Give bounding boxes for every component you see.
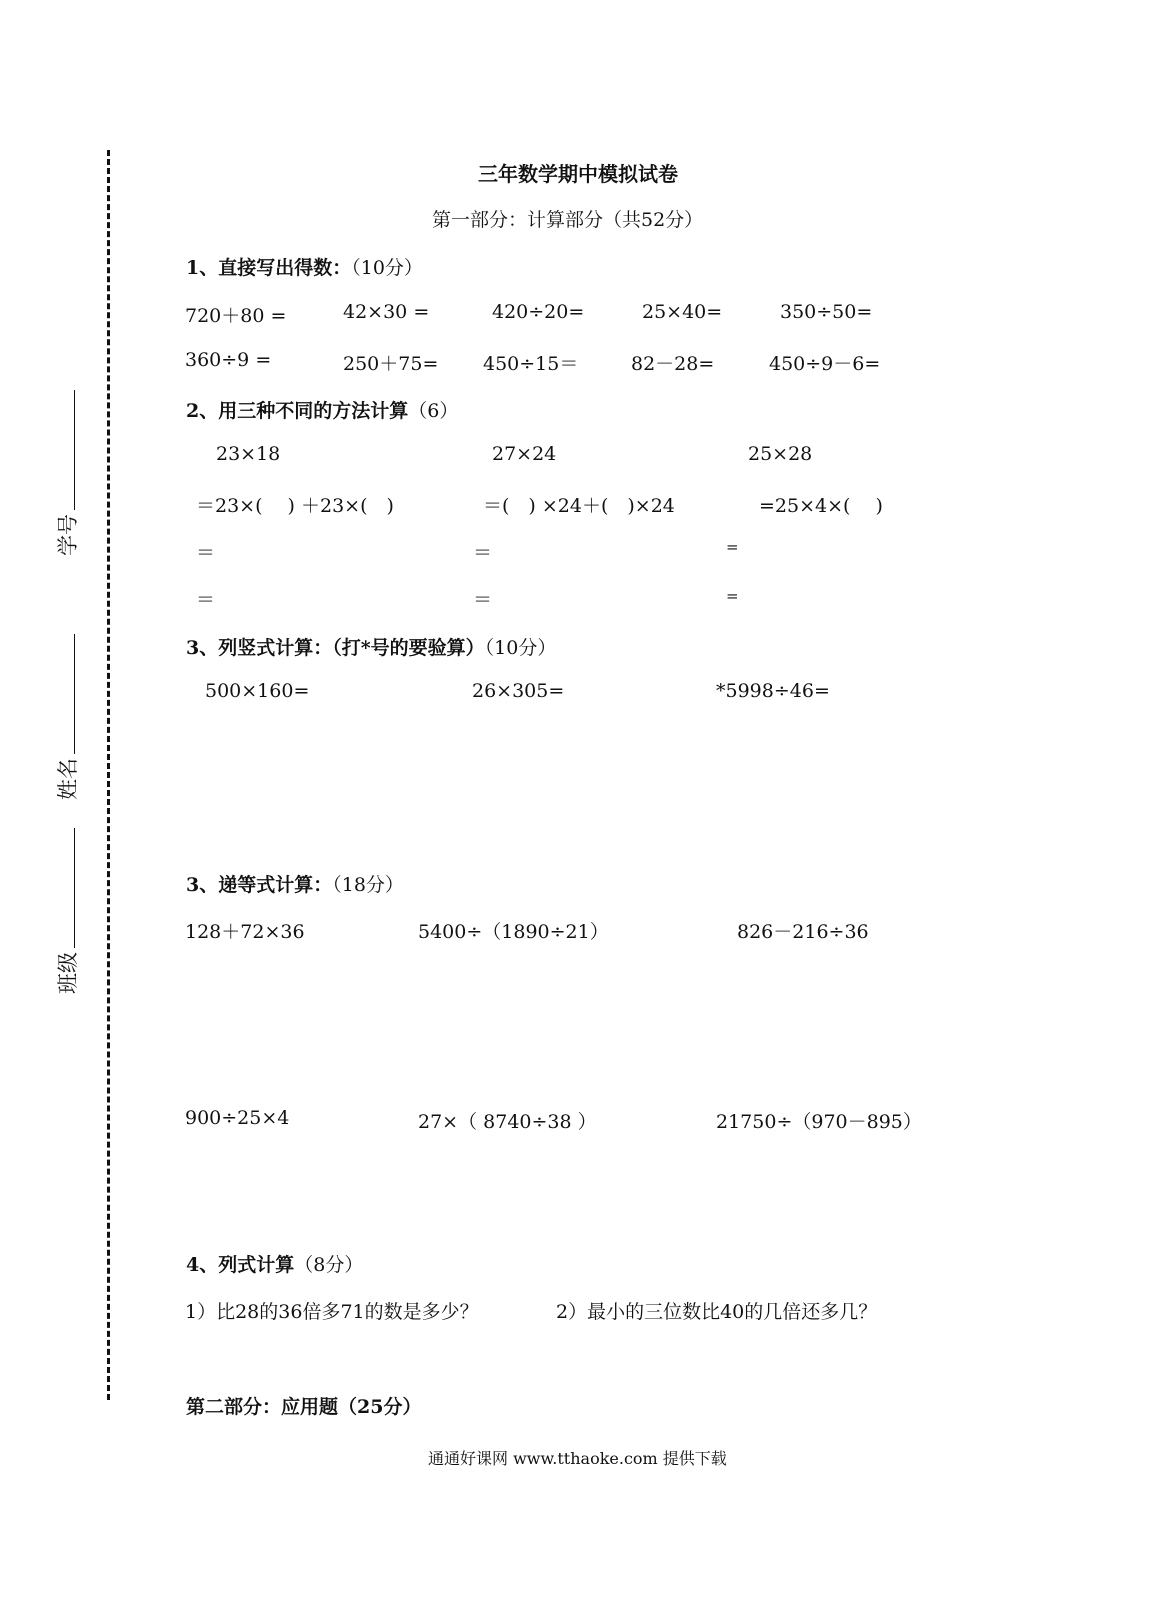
- q1-item: 42×30 =: [343, 301, 430, 323]
- q1-item: 250＋75=: [343, 353, 439, 375]
- q2-line: 23×18: [216, 443, 281, 465]
- q1-score: （10分）: [351, 257, 423, 279]
- q1-item: 450÷9－6=: [769, 353, 881, 375]
- q1-title: 1、直接写出得数：: [186, 257, 352, 279]
- student-no-blank[interactable]: [74, 390, 75, 510]
- q4-heading: [186, 1250, 363, 1277]
- student-no-field: [52, 390, 82, 556]
- q1-heading: [186, 253, 423, 280]
- q2-line: ＝: [196, 542, 216, 564]
- class-label: 班级: [56, 952, 80, 994]
- q2-line: 25×28: [748, 443, 813, 465]
- q2-line: =: [726, 538, 739, 556]
- q2-line: =: [726, 587, 739, 605]
- q2-line: =25×4×( ): [759, 495, 883, 517]
- q3b-item: 21750÷（970－895）: [716, 1111, 922, 1133]
- class-blank[interactable]: [74, 828, 75, 948]
- page-title: 三年数学期中模拟试卷: [478, 162, 678, 186]
- q1-item: 420÷20=: [492, 301, 585, 323]
- q2-score: （6）: [408, 400, 459, 422]
- q2-heading: [186, 396, 458, 423]
- q3b-item: 27×（ 8740÷38 ）: [418, 1111, 597, 1133]
- q2-title: 2、用三种不同的方法计算: [186, 400, 409, 422]
- q2-line: ＝: [473, 542, 493, 564]
- q2-line: ＝23×( ) ＋23×( ): [196, 495, 394, 517]
- q1-item: 720＋80 =: [185, 305, 287, 327]
- q3b-item: 128＋72×36: [185, 921, 305, 943]
- q2-line: ＝: [196, 589, 216, 611]
- q4-score: （8分）: [294, 1254, 364, 1276]
- q3a-heading: [186, 633, 556, 660]
- q3a-item: 500×160=: [205, 680, 310, 702]
- q1-item: 82－28=: [631, 353, 715, 375]
- q2-line: ＝: [473, 589, 493, 611]
- q4-title: 4、列式计算: [186, 1254, 295, 1276]
- q3b-score: （18分）: [332, 874, 404, 896]
- q3b-title: 3、递等式计算：: [186, 874, 333, 896]
- q3a-item: *5998÷46=: [716, 680, 830, 702]
- q2-line: ＝( ) ×24＋( )×24: [483, 495, 675, 517]
- page-footer: 通通好课网 www.tthaoke.com 提供下载: [428, 1449, 727, 1468]
- q3b-item: 5400÷（1890÷21）: [418, 921, 609, 943]
- q3b-heading: [186, 870, 404, 897]
- q3a-title: 3、列竖式计算：（打*号的要验算）: [186, 637, 485, 659]
- q3b-item: 826－216÷36: [737, 921, 869, 943]
- name-label: 姓名: [56, 758, 80, 800]
- name-blank[interactable]: [74, 634, 75, 754]
- binding-dashed-line: [107, 150, 110, 1400]
- q2-line: 27×24: [492, 443, 557, 465]
- q1-item: 450÷15＝: [483, 353, 579, 375]
- q4-item: 1）比28的36倍多71的数是多少？: [185, 1301, 479, 1323]
- part1-heading: 第一部分：计算部分（共52分）: [432, 209, 704, 231]
- q1-item: 350÷50=: [780, 301, 873, 323]
- q3a-item: 26×305=: [472, 680, 565, 702]
- q3a-score: （10分）: [484, 637, 557, 659]
- q3b-item: 900÷25×4: [185, 1107, 290, 1129]
- q1-item: 360÷9 =: [185, 349, 272, 371]
- q4-item: 2）最小的三位数比40的几倍还多几？: [556, 1301, 878, 1323]
- part2-heading: 第二部分：应用题（25分）: [186, 1396, 422, 1418]
- q1-item: 25×40=: [642, 301, 723, 323]
- class-field: [52, 828, 82, 994]
- name-field: [52, 634, 82, 800]
- student-no-label: 学号: [56, 514, 80, 556]
